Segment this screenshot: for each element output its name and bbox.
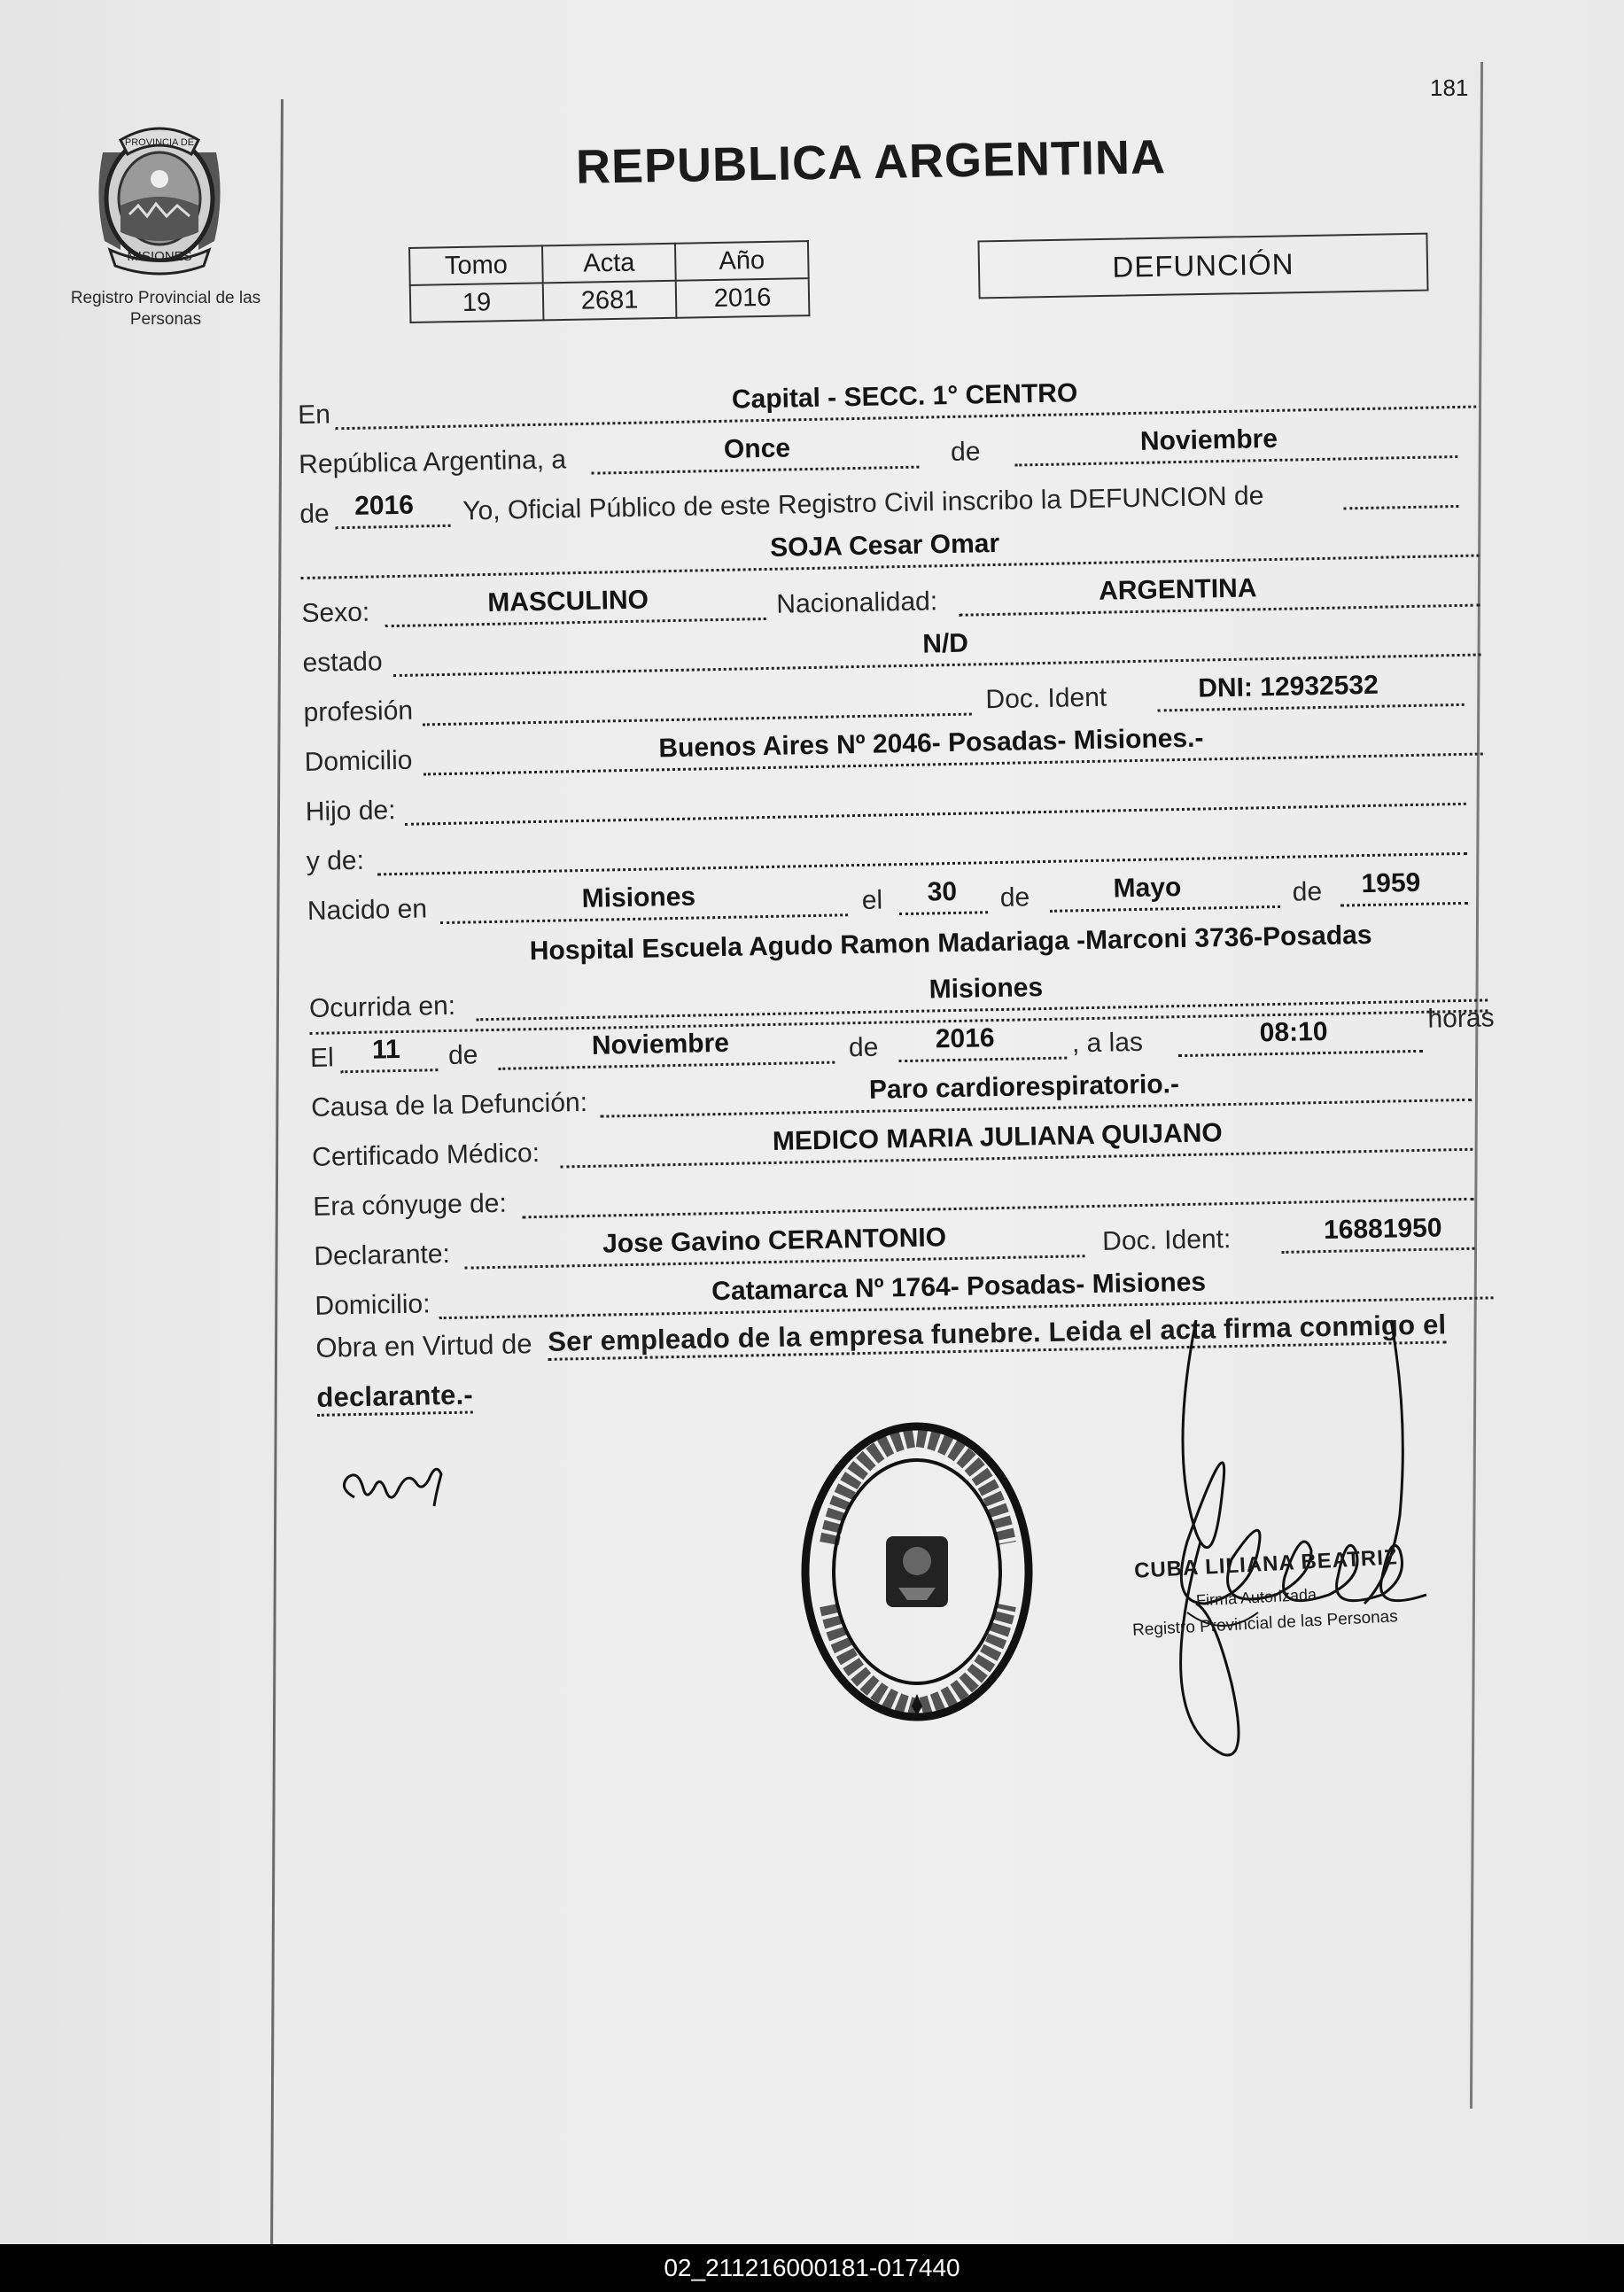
estado-label: estado [302, 647, 383, 679]
declarante-value: Jose Gavino CERANTONIO [602, 1223, 947, 1259]
declarante-doc-value: 16881950 [1323, 1213, 1442, 1246]
birth-day-value: 30 [927, 876, 958, 907]
page-number: 181 [1430, 74, 1469, 101]
deceased-name: SOJA Cesar Omar [769, 528, 1000, 563]
domicilio-label: Domicilio [304, 745, 413, 777]
doc-ident-value: DNI: 12932532 [1197, 670, 1379, 703]
year-value: 2016 [354, 490, 415, 521]
signatory-role: Firma Autorizada [1195, 1585, 1317, 1610]
profesion-label: profesión [303, 695, 414, 728]
causa-value: Paro cardiorespiratorio.- [868, 1069, 1180, 1105]
oficial-text: Yo, Oficial Público de este Registro Civil inscribo la DEFUNCION de [462, 481, 1264, 526]
conyuge-label: Era cónyuge de: [313, 1188, 508, 1222]
signatory-name: CUBA LILIANA BEATRIZ [1133, 1545, 1399, 1583]
obra-label: Obra en Virtud de [315, 1328, 532, 1364]
obra-value-line2: declarante.- [316, 1379, 473, 1416]
ocurrida-label: Ocurrida en: [308, 991, 456, 1023]
ocurrida-line1: Hospital Escuela Agudo Ramon Madariaga -Marconi 3736-Posadas [529, 920, 1372, 967]
hijo-label: Hijo de: [305, 796, 396, 827]
death-year-value: 2016 [935, 1023, 995, 1054]
en-label: En [297, 400, 331, 431]
nacido-label: Nacido en [307, 894, 428, 926]
birth-year-value: 1959 [1361, 867, 1421, 899]
de-label-4: de [447, 1040, 478, 1070]
republica-label: República Argentina, a [298, 445, 567, 480]
declarante-doc-label: Doc. Ident: [1101, 1224, 1232, 1256]
declarante-label: Declarante: [314, 1239, 451, 1271]
signatory-office: Registro Provincial de las Personas [1131, 1607, 1399, 1640]
svg-text:MISIONES: MISIONES [127, 249, 192, 264]
horas-label: horas [1427, 1003, 1495, 1034]
sexo-label: Sexo: [301, 597, 370, 629]
tomo-value: 19 [410, 283, 544, 322]
nacido-place-value: Misiones [581, 882, 696, 914]
de-label-5: de [848, 1032, 879, 1063]
document-type-box: DEFUNCIÓN [977, 233, 1428, 299]
anio-trailing-field [1343, 466, 1459, 509]
day-value: Once [723, 433, 791, 464]
nacionalidad-label: Nacionalidad: [776, 587, 938, 619]
el-label: el [861, 885, 883, 915]
anio-header: Año [675, 241, 809, 281]
causa-label: Causa de la Defunción: [310, 1087, 588, 1123]
domicilio-value: Buenos Aires Nº 2046- Posadas- Misiones.- [658, 723, 1204, 764]
yde-label: y de: [306, 845, 365, 876]
registry-name: Registro Provincial de las Personas [70, 289, 261, 329]
declarant-initials-signature [337, 1453, 478, 1524]
document-title: REPUBLICA ARGENTINA [575, 130, 1167, 194]
certificado-value: MEDICO MARIA JULIANA QUIJANO [772, 1118, 1224, 1156]
death-day-value: 11 [371, 1034, 400, 1065]
birth-month-value: Mayo [1113, 873, 1182, 904]
el-hora-label: El [309, 1043, 335, 1073]
month-value: Noviembre [1139, 423, 1278, 456]
de-label-3: de [1292, 876, 1323, 907]
certificado-label: Certificado Médico: [311, 1138, 540, 1172]
nacionalidad-value: ARGENTINA [1098, 573, 1257, 606]
official-signature [1099, 1311, 1471, 1772]
domicilio2-value: Catamarca Nº 1764- Posadas- Misiones [711, 1267, 1207, 1307]
death-month-value: Noviembre [591, 1028, 730, 1061]
obra-value-line1: Ser empleado de la empresa funebre. Leida el acta firma conmigo el [548, 1309, 1447, 1360]
acta-header: Acta [542, 244, 676, 284]
registry-seal-stamp [794, 1410, 1040, 1733]
de-label-2: de [999, 882, 1030, 913]
en-value: Capital - SECC. 1° CENTRO [731, 378, 1078, 415]
anio-value: 2016 [676, 278, 810, 318]
anio-de-label: de [299, 499, 330, 530]
domicilio2-label: Domicilio: [315, 1289, 431, 1321]
ocurrida-line2: Misiones [929, 973, 1044, 1005]
death-time-value: 08:10 [1259, 1016, 1328, 1048]
svg-text:PROVINCIA DE: PROVINCIA DE [124, 137, 195, 148]
doc-ident-label: Doc. Ident [985, 682, 1107, 715]
tomo-header: Tomo [409, 245, 543, 285]
sexo-value: MASCULINO [486, 585, 649, 618]
alas-label: , a las [1071, 1027, 1144, 1059]
de-label-1: de [950, 437, 981, 467]
estado-value: N/D [921, 628, 969, 659]
scan-identifier-bar: 02_211216000181-017440 [0, 2244, 1624, 2292]
acta-value: 2681 [543, 281, 677, 321]
